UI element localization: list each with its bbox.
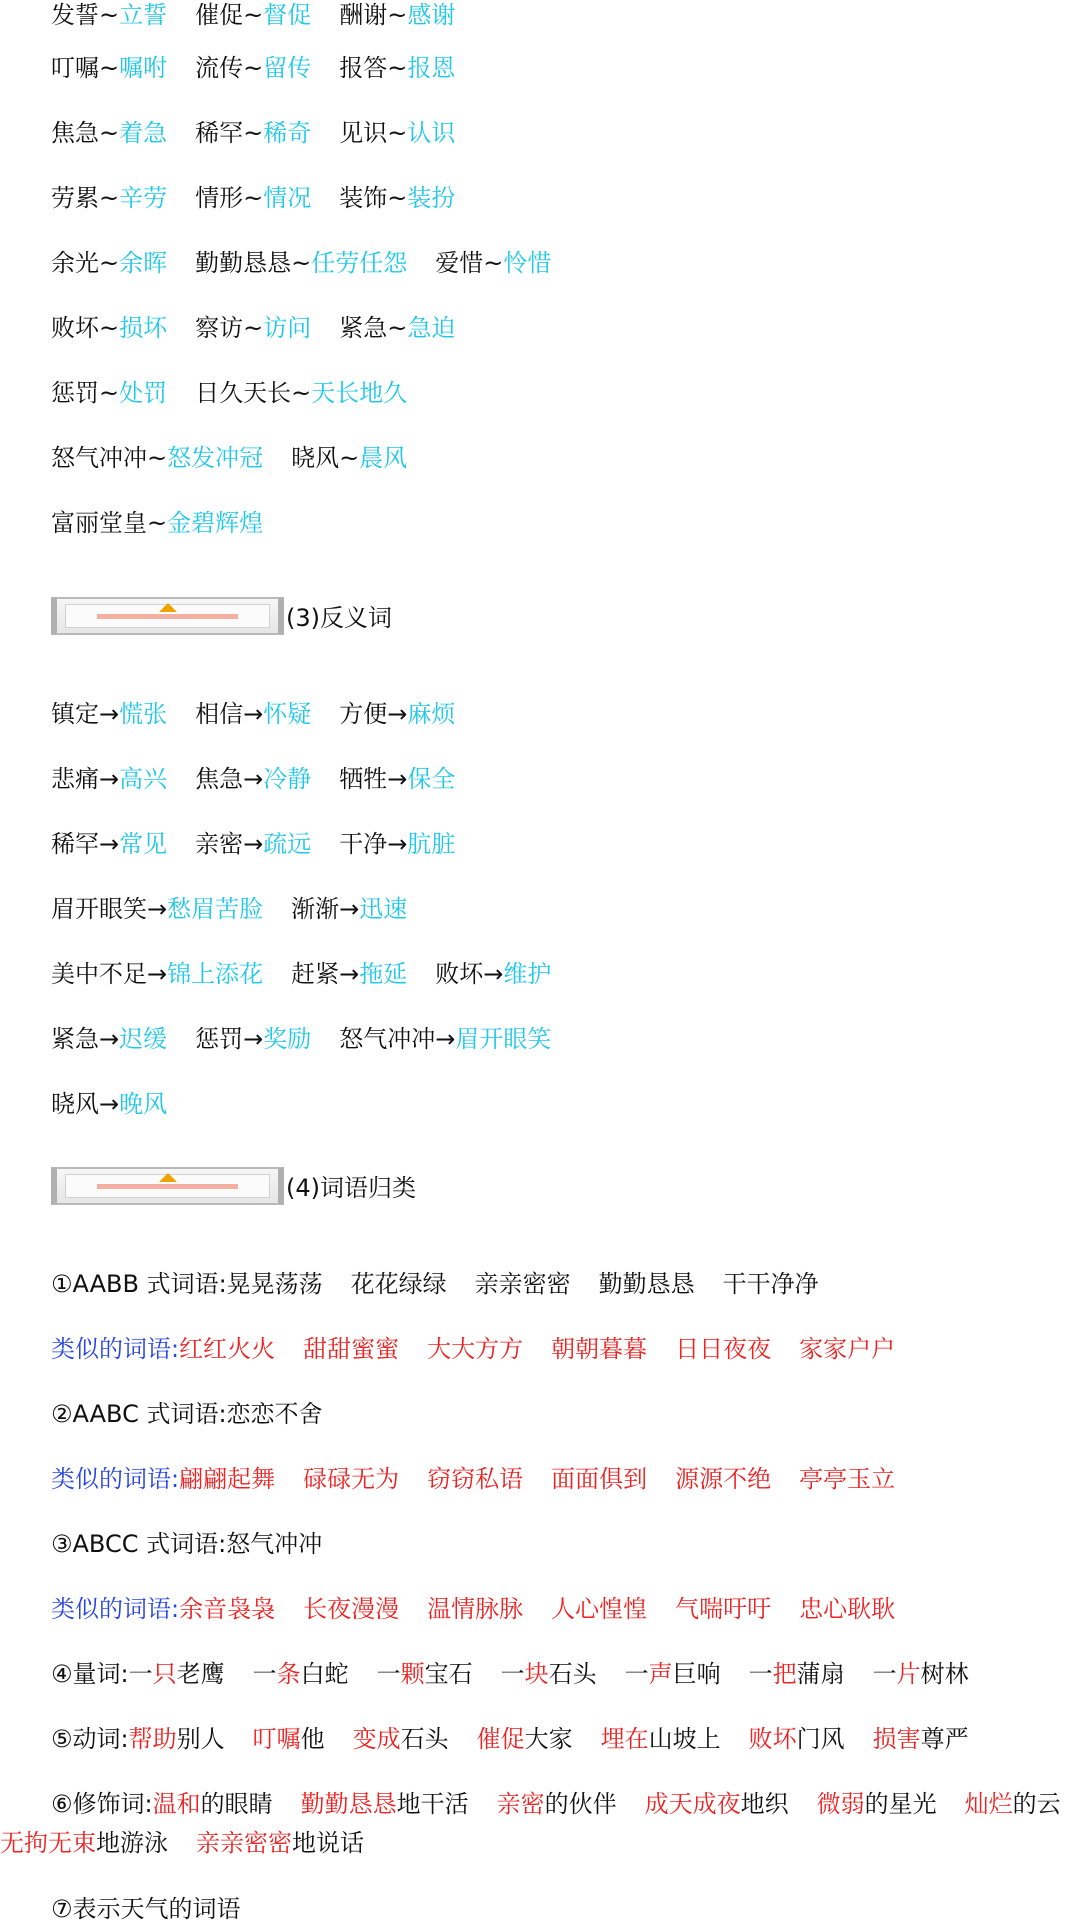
word: 的星光 xyxy=(864,1790,937,1818)
answer-word: 眉开眼笑 xyxy=(455,1025,552,1053)
word: 一 xyxy=(252,1660,277,1688)
word: 地干活 xyxy=(396,1790,469,1818)
answer-word: 损坏 xyxy=(119,314,168,342)
answer-word: 亭亭玉立 xyxy=(799,1465,896,1493)
answer-word: 余音袅袅 xyxy=(179,1595,276,1623)
word: 白蛇 xyxy=(300,1660,349,1688)
answer-word: 认识 xyxy=(407,119,456,147)
answer-word: 温和 xyxy=(152,1790,201,1818)
word: 门风 xyxy=(796,1725,845,1753)
answer-word: 条 xyxy=(276,1660,301,1688)
answer-word: 迅速 xyxy=(359,895,408,923)
word: 地说话 xyxy=(292,1829,364,1857)
answer-word: 红红火火 xyxy=(179,1335,276,1363)
answer-word: 嘱咐 xyxy=(119,54,168,82)
text-line xyxy=(51,1787,1061,1821)
answer-word: 晚风 xyxy=(119,1090,168,1118)
word: 的伙伴 xyxy=(544,1790,617,1818)
word: 败坏~ xyxy=(51,314,120,342)
word: 流传~ xyxy=(195,54,264,82)
answer-word: 奖励 xyxy=(263,1025,312,1053)
text-line xyxy=(51,892,407,926)
word: 一 xyxy=(872,1660,897,1688)
answer-word: 迟缓 xyxy=(119,1025,168,1053)
word: 大家 xyxy=(524,1725,573,1753)
word: 一 xyxy=(748,1660,773,1688)
word: 尊严 xyxy=(920,1725,969,1753)
answer-word: 帮助 xyxy=(128,1725,177,1753)
word: 惩罚~ xyxy=(51,379,120,407)
answer-word: 任劳任怨 xyxy=(311,249,408,277)
section-heading xyxy=(51,597,392,635)
answer-word: 大大方方 xyxy=(427,1335,524,1363)
answer-word: 朝朝暮暮 xyxy=(551,1335,648,1363)
answer-word: 源源不绝 xyxy=(675,1465,772,1493)
text-line xyxy=(51,957,551,991)
word: 渐渐→ xyxy=(291,895,360,923)
word: 一 xyxy=(624,1660,649,1688)
word: 催促~ xyxy=(195,1,264,29)
text-line xyxy=(51,697,455,731)
answer-word: 勤勤恳恳 xyxy=(300,1790,397,1818)
answer-word: 长夜漫漫 xyxy=(303,1595,400,1623)
word: 余光~ xyxy=(51,249,120,277)
answer-word: 辛劳 xyxy=(119,184,168,212)
answer-word: 保全 xyxy=(407,765,456,793)
text-line xyxy=(51,246,551,280)
answer-word: 温情脉脉 xyxy=(427,1595,524,1623)
word: 蒲扇 xyxy=(796,1660,845,1688)
word: 干干净净 xyxy=(722,1270,819,1298)
word: 花花绿绿 xyxy=(350,1270,447,1298)
answer-word: 碌碌无为 xyxy=(303,1465,400,1493)
word: 地游泳 xyxy=(96,1829,168,1857)
word: 一 xyxy=(500,1660,525,1688)
answer-word: 常见 xyxy=(119,830,168,858)
word: 亲亲密密 xyxy=(474,1270,571,1298)
answer-word: 处罚 xyxy=(119,379,168,407)
word: 察访~ xyxy=(195,314,264,342)
answer-word: 疏远 xyxy=(263,830,312,858)
word: 巨响 xyxy=(672,1660,721,1688)
word: 宝石 xyxy=(424,1660,473,1688)
answer-word: 微弱 xyxy=(816,1790,865,1818)
word: 树林 xyxy=(920,1660,969,1688)
text-line xyxy=(51,1657,969,1691)
word: 报答~ xyxy=(339,54,408,82)
word: 稀罕→ xyxy=(51,830,120,858)
text-line xyxy=(51,0,455,32)
word: 怒气冲冲~ xyxy=(51,444,168,472)
word: 叮嘱~ xyxy=(51,54,120,82)
word: ⑥修饰词: xyxy=(51,1790,153,1818)
word: 石头 xyxy=(400,1725,449,1753)
answer-word: 甜甜蜜蜜 xyxy=(303,1335,400,1363)
answer-word: 立誓 xyxy=(119,1,168,29)
word: 镇定→ xyxy=(51,700,120,728)
text-line xyxy=(51,1462,895,1496)
answer-word: 急迫 xyxy=(407,314,456,342)
text-line xyxy=(51,116,455,150)
text-line xyxy=(51,1332,895,1366)
text-line xyxy=(51,1397,323,1431)
word: 地织 xyxy=(740,1790,789,1818)
text-line xyxy=(51,51,455,85)
answer-word: 催促 xyxy=(476,1725,525,1753)
answer-word: 留传 xyxy=(263,54,312,82)
text-line xyxy=(51,1892,241,1926)
word: 晓风→ xyxy=(51,1090,120,1118)
similar-label: 类似的词语: xyxy=(51,1335,180,1363)
answer-word: 埋在 xyxy=(600,1725,649,1753)
text-line xyxy=(51,441,407,475)
answer-word: 损害 xyxy=(872,1725,921,1753)
word: ①AABB 式词语:晃晃荡荡 xyxy=(51,1270,323,1298)
answer-word: 叮嘱 xyxy=(252,1725,301,1753)
word: 怒气冲冲→ xyxy=(339,1025,456,1053)
word: 酬谢~ xyxy=(339,1,408,29)
word: 眉开眼笑→ xyxy=(51,895,168,923)
word: 的云 xyxy=(1012,1790,1061,1818)
word: ⑤动词: xyxy=(51,1725,129,1753)
section-title: (3)反义词 xyxy=(286,604,392,632)
word: 美中不足→ xyxy=(51,960,168,988)
answer-word: 肮脏 xyxy=(407,830,456,858)
answer-word: 亲亲密密 xyxy=(196,1829,292,1857)
word: 山坡上 xyxy=(648,1725,721,1753)
answer-word: 督促 xyxy=(263,1,312,29)
text-line xyxy=(51,1087,167,1121)
answer-word: 无拘无束 xyxy=(0,1829,96,1857)
answer-word: 慌张 xyxy=(119,700,168,728)
text-line xyxy=(51,1022,551,1056)
word: 焦急→ xyxy=(195,765,264,793)
answer-word: 装扮 xyxy=(407,184,456,212)
word: ④量词:一 xyxy=(51,1660,153,1688)
answer-word: 气喘吁吁 xyxy=(675,1595,772,1623)
text-line xyxy=(51,506,263,540)
answer-word: 面面俱到 xyxy=(551,1465,648,1493)
word: 一 xyxy=(376,1660,401,1688)
answer-word: 家家户户 xyxy=(799,1335,896,1363)
answer-word: 把 xyxy=(772,1660,797,1688)
word: 焦急~ xyxy=(51,119,120,147)
answer-word: 忠心耿耿 xyxy=(799,1595,896,1623)
word: 富丽堂皇~ xyxy=(51,509,168,537)
answer-word: 情况 xyxy=(263,184,312,212)
section-banner-icon xyxy=(51,1167,284,1205)
word: ②AABC 式词语:恋恋不舍 xyxy=(51,1400,323,1428)
answer-word: 人心惶惶 xyxy=(551,1595,648,1623)
answer-word: 余晖 xyxy=(119,249,168,277)
answer-word: 怀疑 xyxy=(263,700,312,728)
word: 稀罕~ xyxy=(195,119,264,147)
word: 惩罚→ xyxy=(195,1025,264,1053)
answer-word: 着急 xyxy=(119,119,168,147)
answer-word: 亲密 xyxy=(496,1790,545,1818)
word: 勤勤恳恳 xyxy=(598,1270,695,1298)
word: 相信→ xyxy=(195,700,264,728)
text-line xyxy=(51,181,455,215)
answer-word: 报恩 xyxy=(407,54,456,82)
similar-label: 类似的词语: xyxy=(51,1595,180,1623)
answer-word: 窃窃私语 xyxy=(427,1465,524,1493)
word: 干净→ xyxy=(339,830,408,858)
word: 石头 xyxy=(548,1660,597,1688)
word: 日久天长~ xyxy=(195,379,312,407)
answer-word: 金碧辉煌 xyxy=(167,509,264,537)
answer-word: 麻烦 xyxy=(407,700,456,728)
word: 亲密→ xyxy=(195,830,264,858)
text-line xyxy=(51,1267,819,1301)
answer-word: 变成 xyxy=(352,1725,401,1753)
answer-word: 晨风 xyxy=(359,444,408,472)
word: 老鹰 xyxy=(176,1660,225,1688)
similar-label: 类似的词语: xyxy=(51,1465,180,1493)
answer-word: 声 xyxy=(648,1660,673,1688)
answer-word: 片 xyxy=(896,1660,921,1688)
word: ③ABCC 式词语:怒气冲冲 xyxy=(51,1530,323,1558)
word: 紧急→ xyxy=(51,1025,120,1053)
answer-word: 怒发冲冠 xyxy=(167,444,264,472)
word: 装饰~ xyxy=(339,184,408,212)
answer-word: 访问 xyxy=(263,314,312,342)
answer-word: 感谢 xyxy=(407,1,456,29)
answer-word: 怜惜 xyxy=(503,249,552,277)
section-title: (4)词语归类 xyxy=(286,1174,416,1202)
section-heading xyxy=(51,1167,416,1205)
answer-word: 高兴 xyxy=(119,765,168,793)
word: 发誓~ xyxy=(51,1,120,29)
answer-word: 维护 xyxy=(503,960,552,988)
answer-word: 只 xyxy=(152,1660,177,1688)
text-line xyxy=(51,762,455,796)
answer-word: 败坏 xyxy=(748,1725,797,1753)
word: 别人 xyxy=(176,1725,225,1753)
text-line xyxy=(51,1527,322,1561)
answer-word: 锦上添花 xyxy=(167,960,264,988)
answer-word: 颗 xyxy=(400,1660,425,1688)
word: 见识~ xyxy=(339,119,408,147)
answer-word: 块 xyxy=(524,1660,549,1688)
answer-word: 天长地久 xyxy=(311,379,408,407)
word: 紧急~ xyxy=(339,314,408,342)
answer-word: 冷静 xyxy=(263,765,312,793)
answer-word: 翩翩起舞 xyxy=(179,1465,276,1493)
word: 晓风~ xyxy=(291,444,360,472)
text-line xyxy=(0,1826,364,1860)
word: 牺牲→ xyxy=(339,765,408,793)
text-line xyxy=(51,1592,895,1626)
answer-word: 愁眉苦脸 xyxy=(167,895,264,923)
answer-word: 日日夜夜 xyxy=(675,1335,772,1363)
text-line xyxy=(51,311,455,345)
word: 情形~ xyxy=(195,184,264,212)
word: 悲痛→ xyxy=(51,765,120,793)
word: ⑦表示天气的词语 xyxy=(51,1895,241,1923)
word: 方便→ xyxy=(339,700,408,728)
word: 赶紧→ xyxy=(291,960,360,988)
word: 勤勤恳恳~ xyxy=(195,249,312,277)
word: 爱惜~ xyxy=(435,249,504,277)
text-line xyxy=(51,1722,969,1756)
word: 劳累~ xyxy=(51,184,120,212)
answer-word: 拖延 xyxy=(359,960,408,988)
section-banner-icon xyxy=(51,597,284,635)
word: 他 xyxy=(300,1725,325,1753)
text-line xyxy=(51,827,455,861)
text-line xyxy=(51,376,407,410)
answer-word: 成天成夜 xyxy=(644,1790,741,1818)
word: 的眼睛 xyxy=(200,1790,273,1818)
word: 败坏→ xyxy=(435,960,504,988)
answer-word: 稀奇 xyxy=(263,119,312,147)
answer-word: 灿烂 xyxy=(964,1790,1013,1818)
